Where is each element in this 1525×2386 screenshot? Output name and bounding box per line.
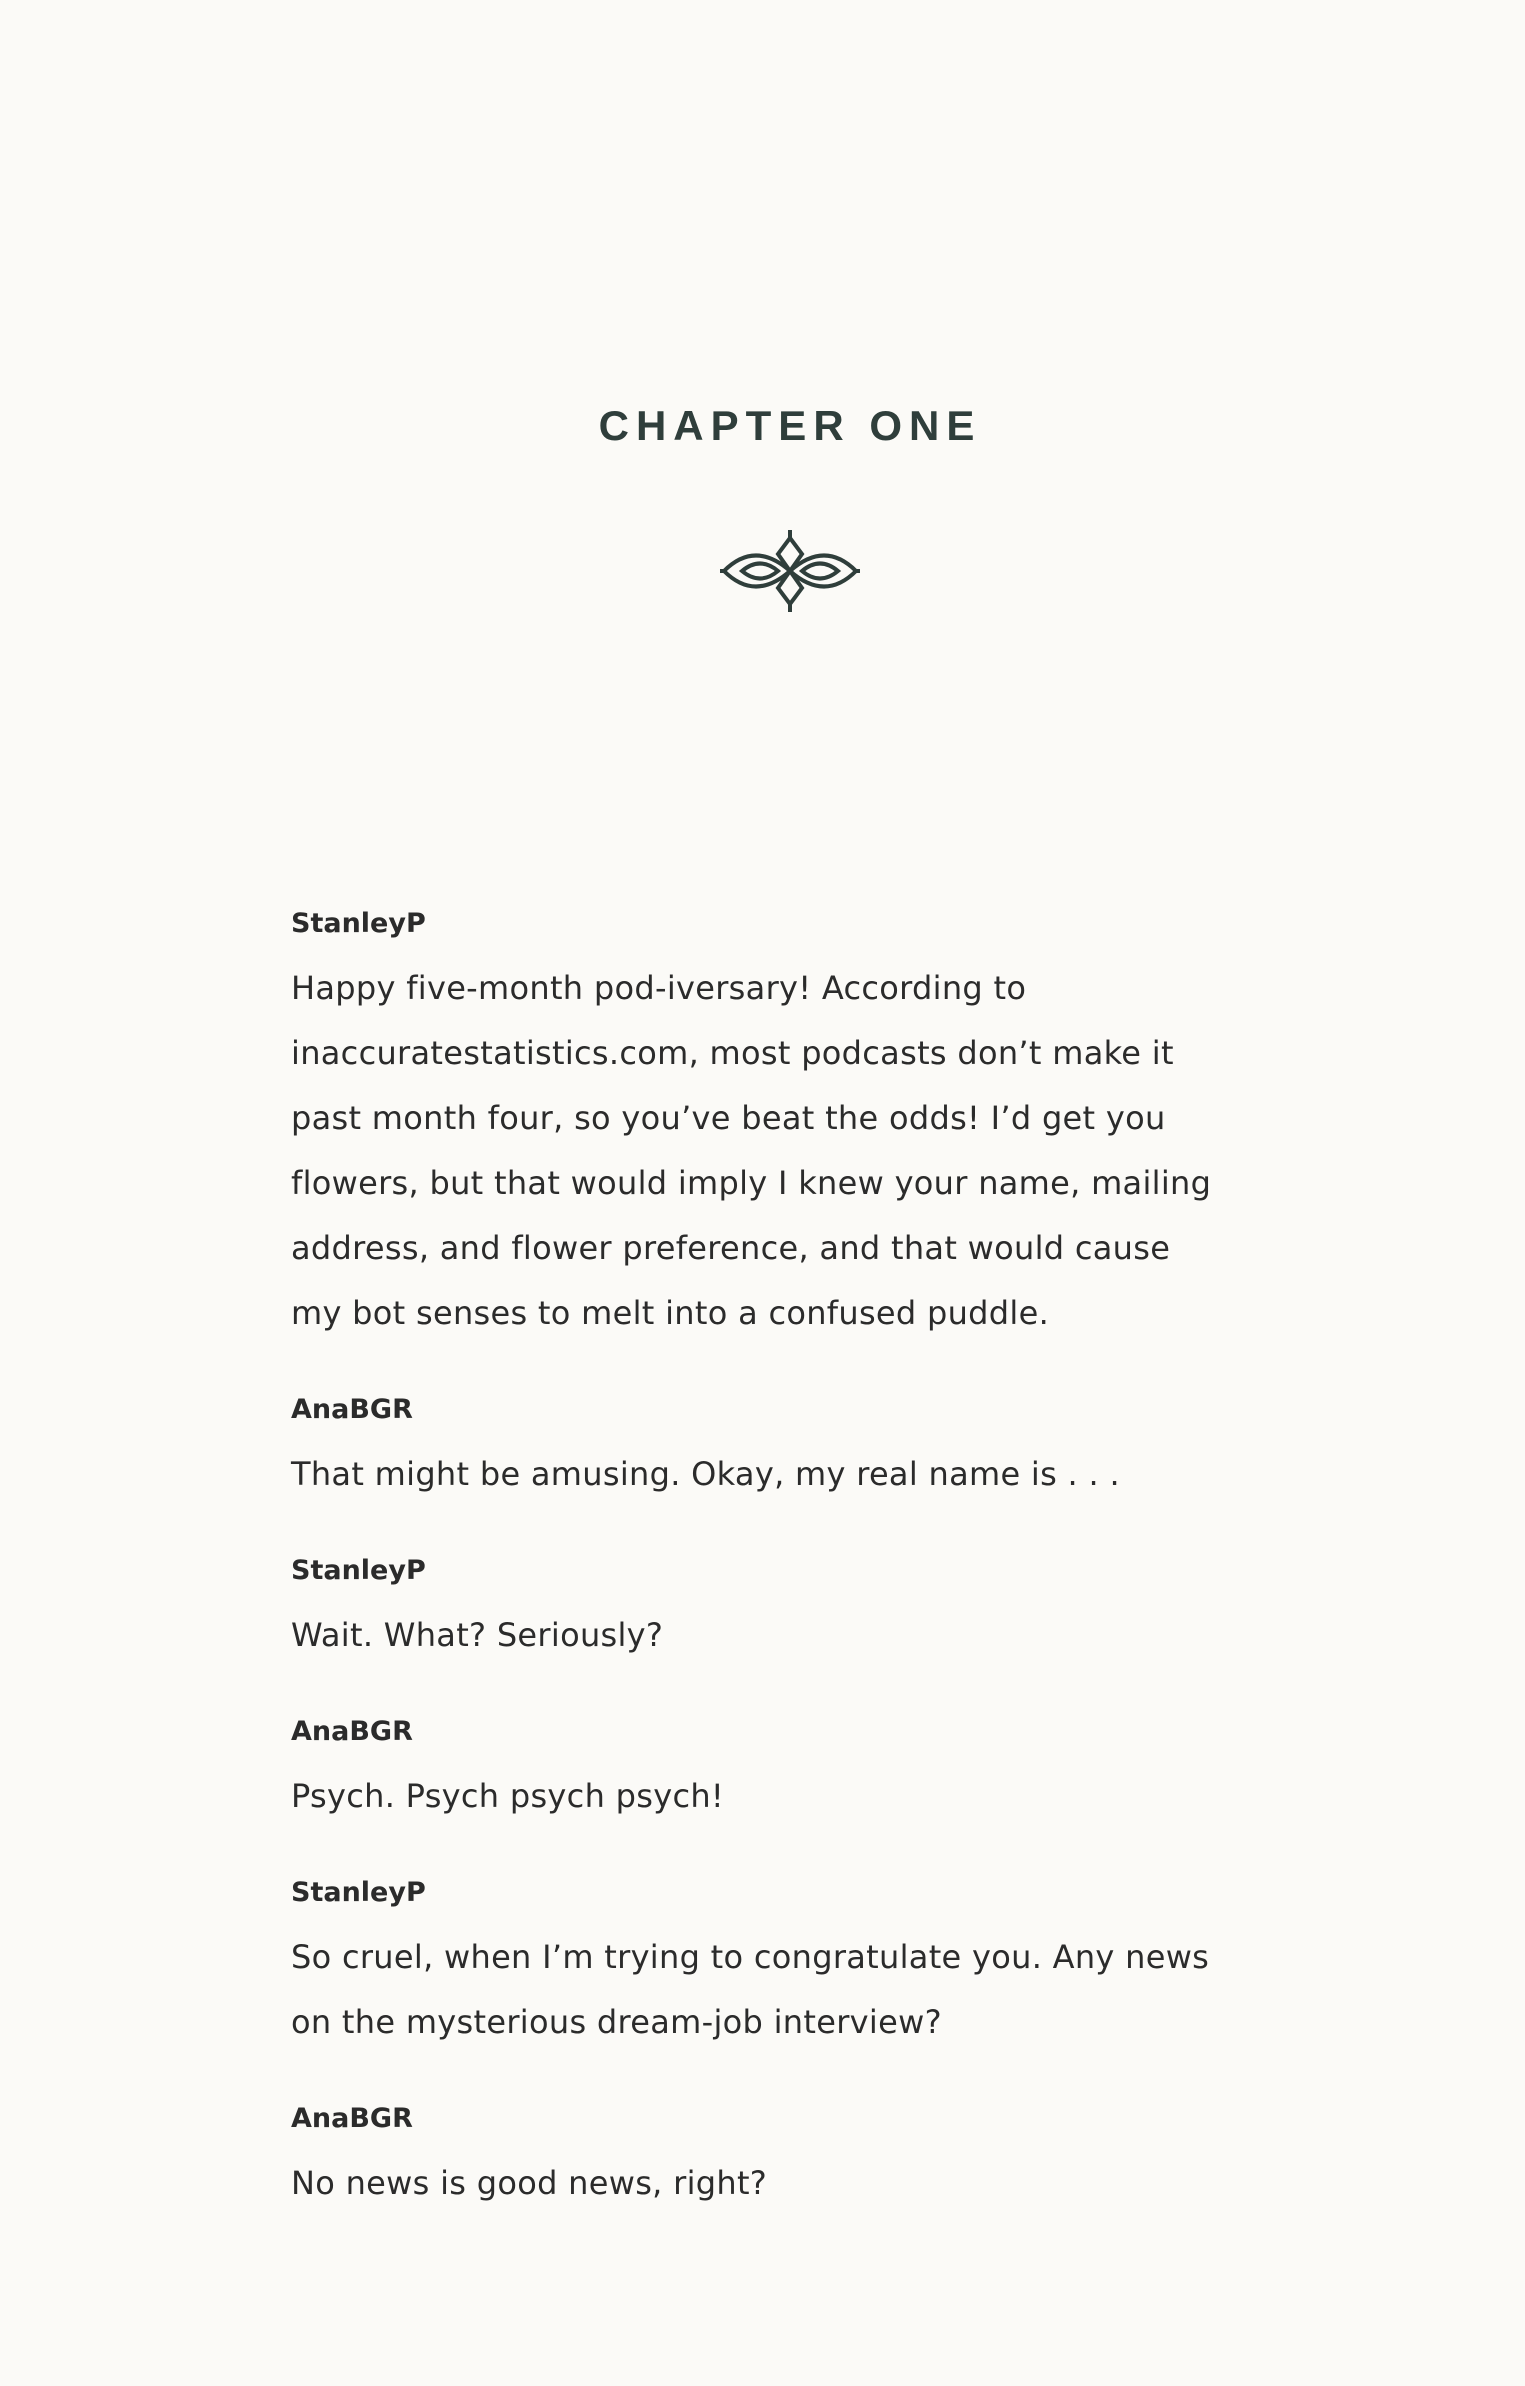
message-author: AnaBGR (291, 2103, 413, 2134)
chat-message (291, 1700, 1341, 1829)
message-author: StanleyP (291, 1555, 426, 1586)
message-text-line: Wait. What? Seriously? (291, 1616, 664, 1654)
message-author: AnaBGR (291, 1716, 413, 1747)
message-text-line: Psych. Psych psych psych! (291, 1777, 725, 1815)
chapter-title: CHAPTER ONE (598, 402, 982, 449)
message-text-line: So cruel, when I’m trying to congratulate you. Any news (291, 1938, 1210, 1976)
chat-transcript (291, 892, 1341, 2248)
message-author: StanleyP (291, 908, 426, 939)
message-text-line: That might be amusing. Okay, my real name is . . . (291, 1455, 1120, 1493)
message-text-line: No news is good news, right? (291, 2164, 768, 2202)
message-text-line: address, and flower preference, and that would cause (291, 1229, 1171, 1267)
chat-message (291, 1378, 1341, 1507)
message-text-line: on the mysterious dream-job interview? (291, 2003, 942, 2041)
chat-message (291, 2087, 1341, 2216)
message-text-line: my bot senses to melt into a confused puddle. (291, 1294, 1050, 1332)
message-author: StanleyP (291, 1877, 426, 1908)
chat-message (291, 1539, 1341, 1668)
message-text-line: past month four, so you’ve beat the odds! I’d get you (291, 1099, 1166, 1137)
message-text-line: inaccuratestatistics.com, most podcasts don’t make it (291, 1034, 1174, 1072)
knot-ornament-icon (720, 528, 860, 614)
chat-message (291, 1861, 1341, 2055)
message-text-line: Happy five-month pod-iversary! According to (291, 969, 1027, 1007)
chat-message (291, 892, 1341, 1346)
message-author: AnaBGR (291, 1394, 413, 1425)
message-text-line: flowers, but that would imply I knew your name, mailing (291, 1164, 1212, 1202)
